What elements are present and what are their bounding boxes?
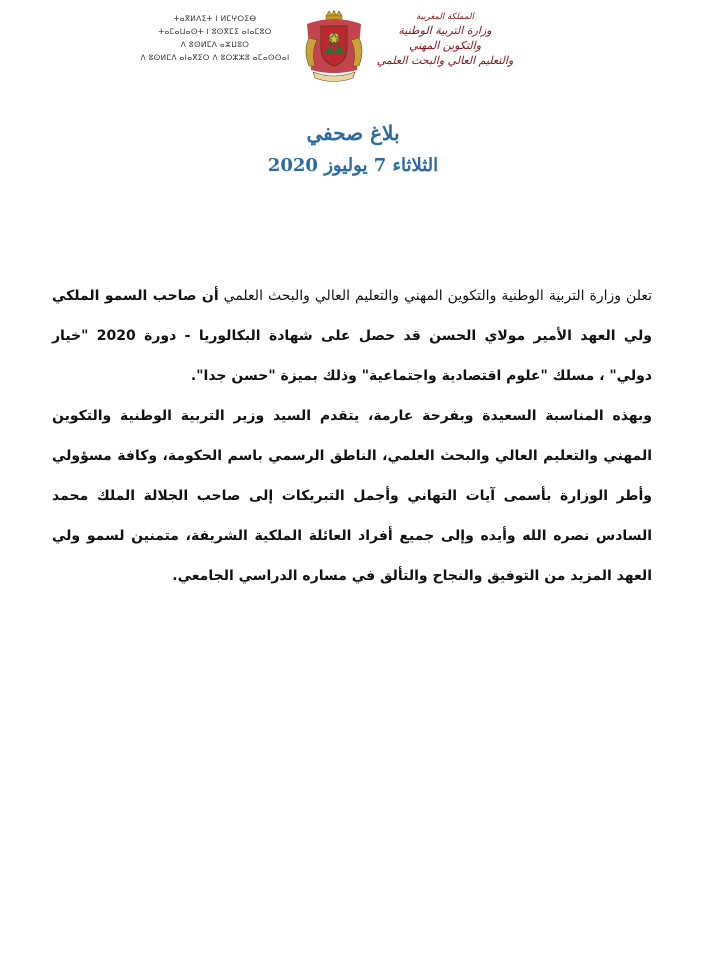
tifinagh-line: ⵜⴰⴳⵍⴷⵉⵜ ⵏ ⵍⵎⵖⵔⵉⴱ [173, 14, 257, 23]
paragraph-intro-text: تعلن وزارة التربية الوطنية والتكوين المهني والتعليم العالي والبحث العلمي [218, 288, 652, 304]
tifinagh-line: ⴷ ⵓⵙⵍⵎⴷ ⴰⵏⴰⴳⵉⵔ ⴷ ⵓⵔⵣⵣⵓ ⴰⵎⴰⵙⵙⴰⵏ [140, 53, 290, 62]
ministry-name-arabic [360, 12, 530, 68]
document-date: الثلاثاء 7 يوليوز 2020 [267, 155, 439, 176]
press-release-heading [0, 118, 706, 180]
paragraph [52, 276, 652, 396]
paragraph [52, 396, 652, 596]
tifinagh-line: ⴷ ⵓⵙⵍⵎⴷ ⴰⵣⵡⵓⵔ [180, 40, 250, 49]
coat-of-arms-icon [299, 10, 369, 84]
press-release-body [52, 276, 652, 596]
ministry-line: وزارة التربية الوطنية [398, 24, 492, 37]
document-title: بلاغ صحفي [306, 121, 400, 145]
paragraph-bold-text: أن صاحب السمو الملكي ولي العهد الأمير مولاي الحسن قد حصل على شهادة البكالوريا - دورة 2020 "خيار دولي" ، مسلك "علوم اقتصادية واجتماعية" وذلك بميزة "حسن جدا". [52, 288, 653, 384]
ministry-name-tifinagh [120, 12, 310, 64]
ministry-line: والتعليم العالي والبحث العلمي [376, 54, 514, 67]
letterhead [0, 0, 706, 100]
paragraph-bold-text: وبهذه المناسبة السعيدة وبفرحة عارمة، يتقدم السيد وزير التربية الوطنية والتكوين المهني والتعليم العالي والبحث العلمي، الناطق الرسمي باسم الحكومة، وكافة مسؤولي وأطر الوزارة بأسمى آيات التهاني وأجمل التبريكات إلى صاحب الجلالة الملك محمد السادس نصره الله وأيده وإلى جميع أفراد العائلة الملكية الشريفة، متمنين لسمو ولي العهد المزيد من التوفيق والنجاح والتألق في مساره الدراسي الجامعي. [52, 408, 652, 584]
ministry-line: والتكوين المهني [408, 39, 482, 52]
tifinagh-line: ⵜⴰⵎⴰⵡⴰⵙⵜ ⵏ ⵓⵙⴳⵎⵉ ⴰⵏⴰⵎⵓⵔ [158, 27, 272, 36]
kingdom-label: المملكة المغربية [416, 12, 474, 22]
